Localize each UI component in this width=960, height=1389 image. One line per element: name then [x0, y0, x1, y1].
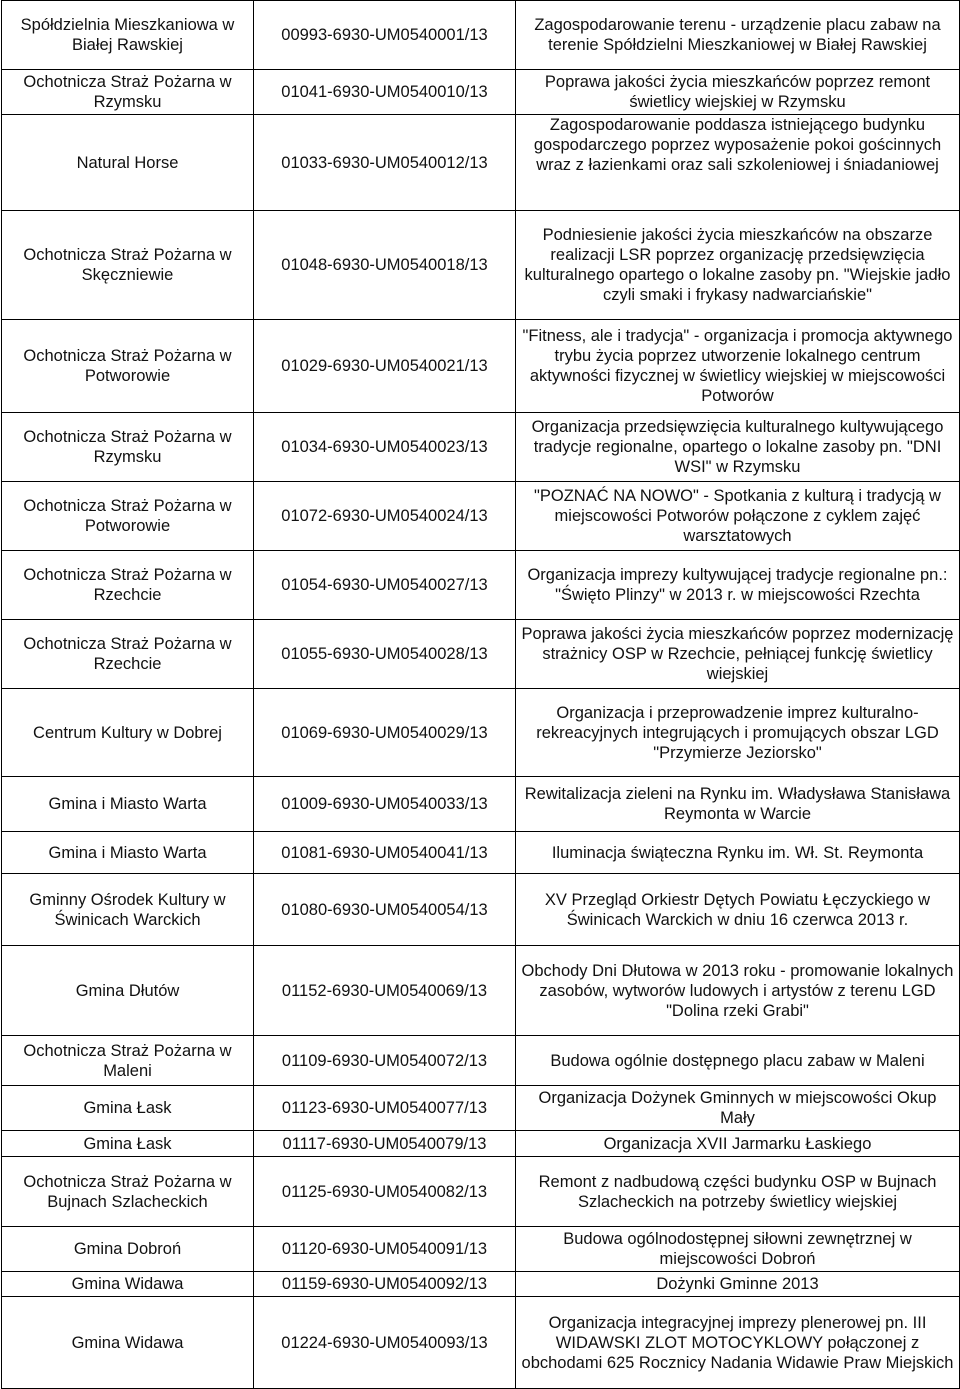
beneficiary-cell: Gminny Ośrodek Kultury w Świnicach Warckich [2, 874, 254, 946]
table-row [2, 620, 960, 689]
project-title-cell: Budowa ogólnodostępnej siłowni zewnętrznej w miejscowości Dobroń [516, 1227, 960, 1272]
table-row [2, 70, 960, 115]
project-title-cell: Zagospodarowanie terenu - urządzenie placu zabaw na terenie Spółdzielni Mieszkaniowej w Białej Rawskiej [516, 1, 960, 70]
project-title-cell: Iluminacja świąteczna Rynku im. Wł. St. Reymonta [516, 832, 960, 874]
table-row [2, 413, 960, 482]
beneficiary-cell: Ochotnicza Straż Pożarna w Rzymsku [2, 413, 254, 482]
table-row [2, 1036, 960, 1086]
beneficiary-cell: Gmina Łask [2, 1131, 254, 1157]
application-number-cell: 01048-6930-UM0540018/13 [254, 211, 516, 320]
beneficiary-cell: Gmina i Miasto Warta [2, 777, 254, 832]
project-title-cell: Rewitalizacja zieleni na Rynku im. Władysława Stanisława Reymonta w Warcie [516, 777, 960, 832]
application-number-cell: 01069-6930-UM0540029/13 [254, 689, 516, 777]
table-row [2, 1, 960, 70]
application-number-cell: 01117-6930-UM0540079/13 [254, 1131, 516, 1157]
beneficiary-cell: Ochotnicza Straż Pożarna w Potworowie [2, 320, 254, 413]
beneficiary-cell: Ochotnicza Straż Pożarna w Rzymsku [2, 70, 254, 115]
application-number-cell: 01029-6930-UM0540021/13 [254, 320, 516, 413]
application-number-cell: 01033-6930-UM0540012/13 [254, 115, 516, 211]
beneficiary-cell: Gmina i Miasto Warta [2, 832, 254, 874]
table-row [2, 777, 960, 832]
beneficiary-cell: Ochotnicza Straż Pożarna w Rzechcie [2, 551, 254, 620]
beneficiary-cell: Natural Horse [2, 115, 254, 211]
table-row [2, 832, 960, 874]
beneficiary-cell: Gmina Dłutów [2, 946, 254, 1036]
application-number-cell: 01123-6930-UM0540077/13 [254, 1086, 516, 1131]
project-title-cell: Organizacja przedsięwzięcia kulturalnego kultywującego tradycje regionalne, opartego o lokalne zasoby pn. "DNI WSI" w Rzymsku [516, 413, 960, 482]
application-number-cell: 01080-6930-UM0540054/13 [254, 874, 516, 946]
table-row [2, 1227, 960, 1272]
project-title-cell: "Fitness, ale i tradycja" - organizacja i promocja aktywnego trybu życia poprzez utworzenie lokalnego centrum aktywności fizycznej w świetlicy wiejskiej w miejscowości Potworów [516, 320, 960, 413]
table-row [2, 1086, 960, 1131]
table-row [2, 1297, 960, 1389]
beneficiary-cell: Ochotnicza Straż Pożarna w Skęczniewie [2, 211, 254, 320]
project-title-cell: Obchody Dni Dłutowa w 2013 roku - promowanie lokalnych zasobów, wytworów ludowych i artystów z terenu LGD "Dolina rzeki Grabi" [516, 946, 960, 1036]
application-number-cell: 01159-6930-UM0540092/13 [254, 1272, 516, 1297]
beneficiary-cell: Centrum Kultury w Dobrej [2, 689, 254, 777]
table-row [2, 1131, 960, 1157]
table-row [2, 1272, 960, 1297]
application-number-cell: 01152-6930-UM0540069/13 [254, 946, 516, 1036]
table-row [2, 1157, 960, 1227]
project-title-cell: "POZNAĆ NA NOWO" - Spotkania z kulturą i tradycją w miejscowości Potworów połączone z cyklem zajęć warsztatowych [516, 482, 960, 551]
application-number-cell: 01224-6930-UM0540093/13 [254, 1297, 516, 1389]
projects-table [1, 0, 960, 1389]
project-title-cell: Organizacja Dożynek Gminnych w miejscowości Okup Mały [516, 1086, 960, 1131]
project-title-cell: Remont z nadbudową części budynku OSP w Bujnach Szlacheckich na potrzeby świetlicy wiejskiej [516, 1157, 960, 1227]
beneficiary-cell: Spółdzielnia Mieszkaniowa w Białej Rawskiej [2, 1, 254, 70]
table-row [2, 320, 960, 413]
project-title-cell: Organizacja imprezy kultywującej tradycje regionalne pn.: "Święto Plinzy" w 2013 r. w miejscowości Rzechta [516, 551, 960, 620]
beneficiary-cell: Ochotnicza Straż Pożarna w Rzechcie [2, 620, 254, 689]
beneficiary-cell: Ochotnicza Straż Pożarna w Maleni [2, 1036, 254, 1086]
beneficiary-cell: Ochotnicza Straż Pożarna w Bujnach Szlacheckich [2, 1157, 254, 1227]
application-number-cell: 01072-6930-UM0540024/13 [254, 482, 516, 551]
table-row [2, 211, 960, 320]
table-row [2, 874, 960, 946]
project-title-cell: Poprawa jakości życia mieszkańców poprzez remont świetlicy wiejskiej w Rzymsku [516, 70, 960, 115]
application-number-cell: 01120-6930-UM0540091/13 [254, 1227, 516, 1272]
beneficiary-cell: Gmina Widawa [2, 1272, 254, 1297]
beneficiary-cell: Gmina Łask [2, 1086, 254, 1131]
project-title-cell: Organizacja integracyjnej imprezy plenerowej pn. III WIDAWSKI ZLOT MOTOCYKLOWY połączonej z obchodami 625 Rocznicy Nadania Widawie Praw Miejskich [516, 1297, 960, 1389]
application-number-cell: 01081-6930-UM0540041/13 [254, 832, 516, 874]
project-title-cell: Budowa ogólnie dostępnego placu zabaw w Maleni [516, 1036, 960, 1086]
beneficiary-cell: Ochotnicza Straż Pożarna w Potworowie [2, 482, 254, 551]
application-number-cell: 01055-6930-UM0540028/13 [254, 620, 516, 689]
table-row [2, 482, 960, 551]
project-title-cell: Zagospodarowanie poddasza istniejącego budynku gospodarczego poprzez wyposażenie pokoi gościnnych wraz z łazienkami oraz sali szkoleniowej i śniadaniowej [516, 115, 960, 211]
application-number-cell: 01034-6930-UM0540023/13 [254, 413, 516, 482]
application-number-cell: 01009-6930-UM0540033/13 [254, 777, 516, 832]
table-row [2, 551, 960, 620]
project-title-cell: Poprawa jakości życia mieszkańców poprzez modernizację strażnicy OSP w Rzechcie, pełniącej funkcję świetlicy wiejskiej [516, 620, 960, 689]
beneficiary-cell: Gmina Dobroń [2, 1227, 254, 1272]
table-row [2, 115, 960, 211]
project-title-cell: Organizacja XVII Jarmarku Łaskiego [516, 1131, 960, 1157]
application-number-cell: 01054-6930-UM0540027/13 [254, 551, 516, 620]
application-number-cell: 01109-6930-UM0540072/13 [254, 1036, 516, 1086]
application-number-cell: 01125-6930-UM0540082/13 [254, 1157, 516, 1227]
table-row [2, 689, 960, 777]
application-number-cell: 01041-6930-UM0540010/13 [254, 70, 516, 115]
beneficiary-cell: Gmina Widawa [2, 1297, 254, 1389]
table-row [2, 946, 960, 1036]
project-title-cell: Organizacja i przeprowadzenie imprez kulturalno-rekreacyjnych integrujących i promujących obszar LGD "Przymierze Jeziorsko" [516, 689, 960, 777]
application-number-cell: 00993-6930-UM0540001/13 [254, 1, 516, 70]
project-title-cell: Podniesienie jakości życia mieszkańców na obszarze realizacji LSR poprzez organizację przedsięwzięcia kulturalnego opartego o lokalne zasoby pn. "Wiejskie jadło czyli smaki i frykasy nadwarciańskie" [516, 211, 960, 320]
project-title-cell: Dożynki Gminne 2013 [516, 1272, 960, 1297]
project-title-cell: XV Przegląd Orkiestr Dętych Powiatu Łęczyckiego w Świnicach Warckich w dniu 16 czerwca 2013 r. [516, 874, 960, 946]
